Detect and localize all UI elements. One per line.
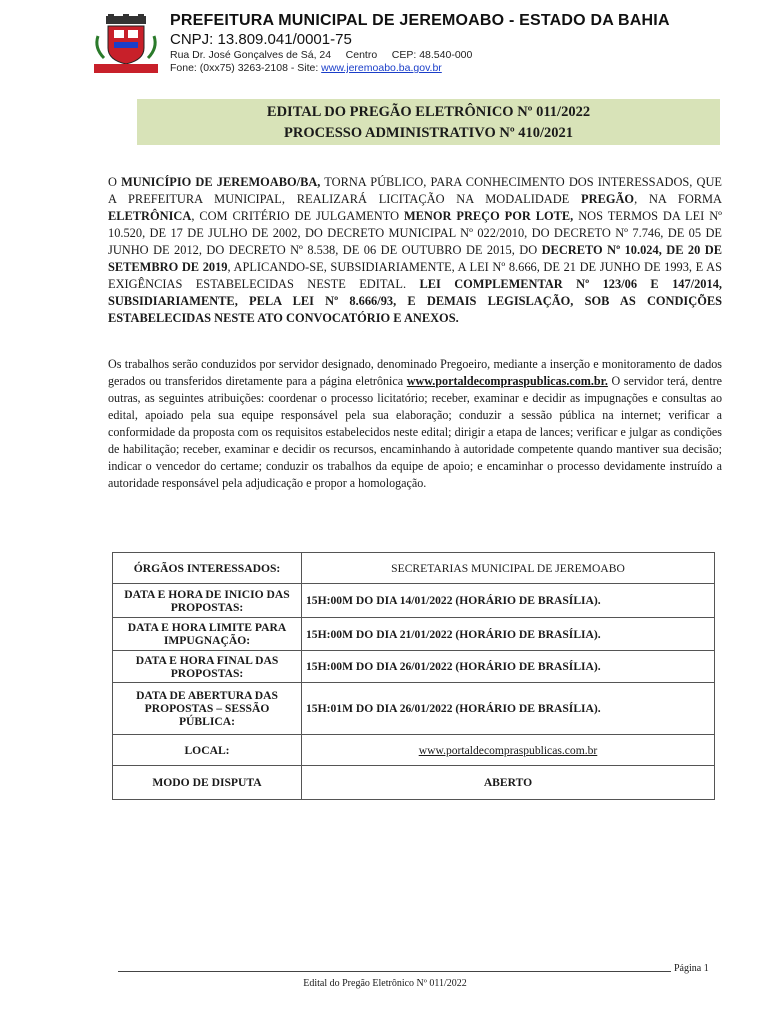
portal-link[interactable]: www.portaldecompraspublicas.com.br.	[406, 374, 608, 388]
row-label: LOCAL:	[113, 735, 302, 766]
row-label: DATA E HORA LIMITE PARA IMPUGNAÇÃO:	[113, 618, 302, 651]
info-table	[112, 552, 715, 800]
phone: Fone: (0xx75) 3263-2108 - Site:	[170, 62, 322, 74]
page-number: Página 1	[674, 963, 709, 974]
cnpj: CNPJ: 13.809.041/0001-75	[170, 31, 352, 48]
text-span: Os trabalhos serão conduzidos por servidor designado, denominado Pregoeiro, mediante a inserção e monitoramento de dados gerados ou transferidos diretamente para a página eletrônica	[108, 357, 722, 388]
site-link[interactable]: www.jeremoabo.ba.gov.br	[321, 62, 442, 74]
row-label: DATA E HORA DE INICIO DAS PROPOSTAS:	[113, 584, 302, 618]
pregoeiro-paragraph	[108, 356, 722, 492]
processo-title: PROCESSO ADMINISTRATIVO Nº 410/2021	[283, 125, 574, 141]
text-span: , APLICANDO-SE, SUBSIDIARIAMENTE, A LEI Nº 8.666, DE 21 DE JUNHO DE 1993, E AS EXIGÊNCIAS ESTABELECIDAS NESTE EDITAL.	[108, 260, 722, 291]
municipal-crest-logo	[92, 14, 162, 76]
table-row	[113, 651, 715, 683]
text-span: , COM CRITÉRIO DE JULGAMENTO	[191, 209, 404, 223]
contact-line	[170, 62, 750, 74]
row-label: MODO DE DISPUTA	[113, 766, 302, 800]
row-value: SECRETARIAS MUNICIPAL DE JEREMOABO	[302, 553, 715, 584]
text-span: NOS TERMOS DA LEI Nº 10.520, DE 17 DE JULHO DE 2002, DO DECRETO MUNICIPAL Nº 022/2010, DO DECRETO Nº 7.746, DE 05 DE JUNHO DE 2012, DO DECRETO Nº 8.538, DE 06 DE OUTUBRO DE 2015, DO	[108, 209, 723, 257]
text-span: TORNA PÚBLICO, PARA CONHECIMENTO DOS INTERESSADOS, QUE A PREFEITURA MUNICIPAL, REALIZARÁ LICITAÇÃO NA MODALIDADE	[108, 175, 723, 206]
table-row	[113, 553, 715, 584]
footer-divider	[118, 971, 671, 972]
bold-span: MENOR PREÇO POR LOTE,	[403, 209, 574, 223]
bold-span: LEI COMPLEMENTAR Nº 123/06 E 147/2014, SUBSIDIARIAMENTE, PELA LEI Nº 8.666/93, E DEMAIS LEGISLAÇÃO, SOB AS CONDIÇÕES ESTABELECIDAS NESTE ATO CONVOCATÓRIO E ANEXOS.	[108, 277, 722, 325]
bold-span: DECRETO Nº 10.024, DE 20 DE SETEMBRO DE 2019	[108, 243, 722, 274]
bold-span: MUNICÍPIO DE JEREMOABO/BA,	[121, 175, 321, 189]
table-row	[113, 618, 715, 651]
row-label: DATA DE ABERTURA DAS PROPOSTAS – SESSÃO PÚBLICA:	[113, 683, 302, 735]
address: Rua Dr. José Gonçalves de Sá, 24 Centro CEP: 48.540-000	[170, 49, 473, 61]
row-label: DATA E HORA FINAL DAS PROPOSTAS:	[113, 651, 302, 683]
intro-paragraph	[108, 174, 722, 327]
table-row	[113, 683, 715, 735]
table-row	[113, 735, 715, 766]
local-link[interactable]: www.portaldecompraspublicas.com.br	[302, 735, 715, 766]
bold-span: ELETRÔNICA	[108, 209, 192, 223]
edital-title: EDITAL DO PREGÃO ELETRÔNICO Nº 011/2022	[266, 104, 591, 120]
text-span: , NA FORMA	[634, 192, 723, 206]
document-title-box	[137, 99, 720, 145]
bold-span: PREGÃO	[581, 192, 635, 206]
text-span: O servidor terá, dentre outras, as seguintes atribuições: coordenar o processo licitatório; receber, examinar e decidir as impugnações e consultas ao edital, apoiado pela sua equipe responsável pela sua elaboração; conduzir a sessão pública na internet; verificar a conformidade da proposta com os requisitos estabelecidos neste edital; dirigir a etapa de lances; verificar e julgar as condições de habilitação; receber, examinar e decidir os recursos, encaminhando à autoridade competente quando mantiver sua decisão; indicar o vencedor do certame; conduzir os trabalhos da equipe de apoio; e encaminhar o processo devidamente instruído a autoridade responsável pela adjudicação e propor a homologação.	[108, 374, 722, 490]
table-row	[113, 766, 715, 800]
letterhead-text	[170, 12, 750, 74]
text-span: O	[108, 175, 122, 189]
prefeitura-title: PREFEITURA MUNICIPAL DE JEREMOABO - ESTADO DA BAHIA	[170, 12, 670, 29]
letterhead	[92, 12, 752, 78]
table-row	[113, 584, 715, 618]
row-label: ÓRGÃOS INTERESSADOS:	[113, 553, 302, 584]
row-value: ABERTO	[302, 766, 715, 800]
row-value: 15H:00M DO DIA 14/01/2022 (HORÁRIO DE BRASÍLIA).	[302, 584, 715, 618]
row-value: 15H:00M DO DIA 21/01/2022 (HORÁRIO DE BRASÍLIA).	[302, 618, 715, 651]
row-value: 15H:01M DO DIA 26/01/2022 (HORÁRIO DE BRASÍLIA).	[302, 683, 715, 735]
row-value: 15H:00M DO DIA 26/01/2022 (HORÁRIO DE BRASÍLIA).	[302, 651, 715, 683]
footer-doc-title: Edital do Pregão Eletrônico Nº 011/2022	[303, 978, 467, 989]
